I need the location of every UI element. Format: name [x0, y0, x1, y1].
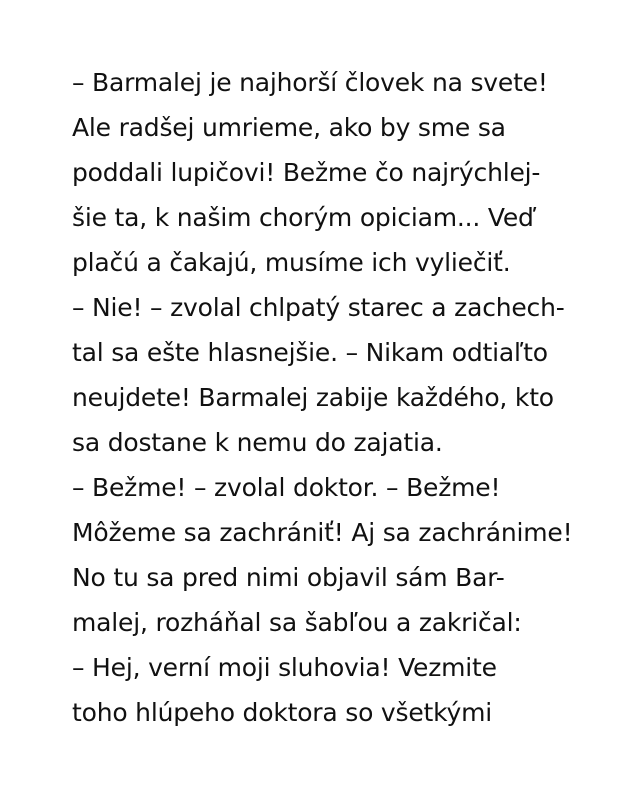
text-line: No tu sa pred nimi objavil sám Bar- [72, 563, 505, 592]
text-line: – Nie! – zvolal chlpatý starec a zachech- [72, 293, 565, 322]
text-line: toho hlúpeho doktora so všetkými [72, 698, 492, 727]
text-line: sa dostane k nemu do zajatia. [72, 428, 443, 457]
text-line: šie ta, k našim chorým opiciam... Veď [72, 203, 534, 232]
text-line: – Hej, verní moji sluhovia! Vezmite [72, 653, 497, 682]
text-line: Môžeme sa zachrániť! Aj sa zachránime! [72, 518, 573, 547]
text-line: neujdete! Barmalej zabije každého, kto [72, 383, 554, 412]
text-line: – Bežme! – zvolal doktor. – Bežme! [72, 473, 501, 502]
text-line: poddali lupičovi! Bežme čo najrýchlej- [72, 158, 541, 187]
text-line: Ale radšej umrieme, ako by sme sa [72, 113, 506, 142]
text-line: – Barmalej je najhorší človek na svete! [72, 68, 548, 97]
body-text [72, 60, 592, 735]
text-line: plačú a čakajú, musíme ich vyliečiť. [72, 248, 511, 277]
text-line: tal sa ešte hlasnejšie. – Nikam odtiaľto [72, 338, 548, 367]
text-line: malej, rozháňal sa šabľou a zakričal: [72, 608, 522, 637]
